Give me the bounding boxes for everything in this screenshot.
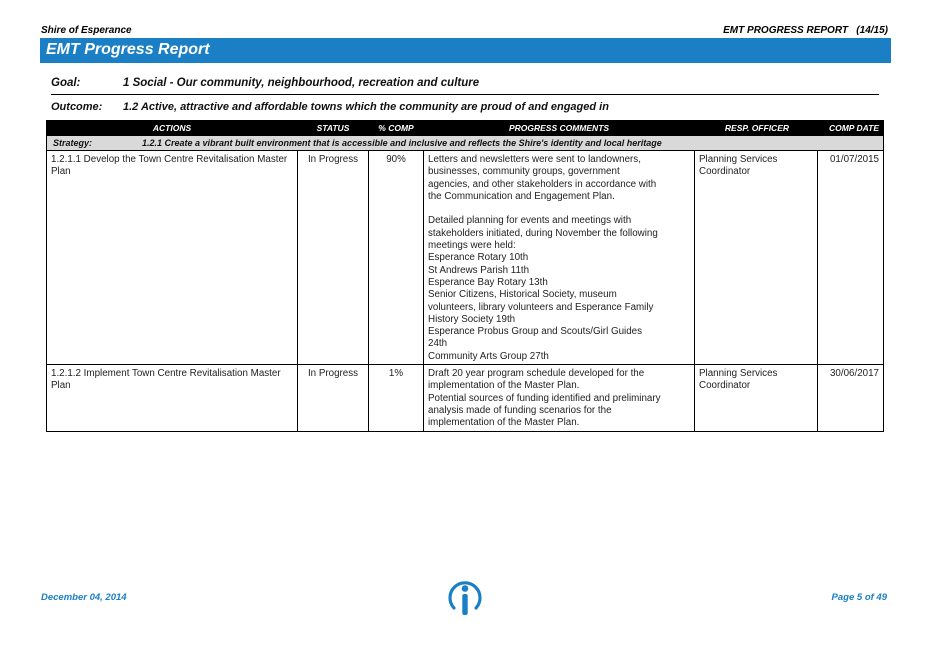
progress-table	[46, 120, 884, 432]
comment-line: Esperance Rotary 10th	[428, 252, 529, 264]
comp-cell: 1%	[369, 365, 424, 431]
comment-line: Senior Citizens, Historical Society, museum	[428, 289, 617, 301]
comment-line: Detailed planning for events and meetings with	[428, 215, 632, 227]
col-status: STATUS	[298, 121, 369, 136]
outcome-text: 1.2 Active, attractive and affordable towns which the community are proud of and engaged in	[123, 101, 609, 113]
col-date: COMP DATE	[818, 121, 884, 136]
col-officer: RESP. OFFICER	[695, 121, 818, 136]
comment-spacer	[428, 203, 690, 215]
footer-page-number: Page 5 of 49	[831, 592, 887, 603]
strategy-label: Strategy:	[53, 138, 93, 148]
table-row	[47, 365, 884, 431]
comment-line: 24th	[428, 338, 448, 350]
goal-text: 1 Social - Our community, neighbourhood, recreation and culture	[123, 77, 480, 89]
strategy-text: 1.2.1 Create a vibrant built environment that is accessible and inclusive and reflects the Shire's identity and local heritage	[142, 138, 662, 148]
date-cell: 30/06/2017	[818, 365, 884, 431]
info-i-logo-icon	[443, 578, 487, 618]
comment-line: Community Arts Group 27th	[428, 350, 549, 362]
action-cell: 1.2.1.2 Implement Town Centre Revitalisation Master Plan	[47, 365, 298, 431]
comment-line: agencies, and other stakeholders in accordance with	[428, 178, 657, 190]
comment-line: the Communication and Engagement Plan.	[428, 190, 615, 202]
organisation-name: Shire of Esperance	[41, 25, 132, 36]
comment-line: implementation of the Master Plan.	[428, 380, 580, 392]
comment-line: stakeholders initiated, during November the following	[428, 227, 658, 239]
strategy-cell	[47, 136, 884, 151]
action-cell: 1.2.1.1 Develop the Town Centre Revitalisation Master Plan	[47, 151, 298, 365]
comp-cell: 90%	[369, 151, 424, 365]
comment-line: volunteers, library volunteers and Esperance Family	[428, 301, 654, 313]
page-title: EMT Progress Report	[46, 41, 210, 58]
table-row	[47, 151, 884, 365]
comments-cell	[424, 151, 695, 365]
comment-line: Esperance Probus Group and Scouts/Girl Guides	[428, 326, 643, 338]
outcome-label: Outcome:	[51, 101, 103, 113]
title-bar	[40, 38, 891, 63]
goal-label: Goal:	[51, 77, 81, 89]
comment-line: Letters and newsletters were sent to landowners,	[428, 154, 641, 165]
col-comments: PROGRESS COMMENTS	[424, 121, 695, 136]
comment-line: meetings were held:	[428, 240, 516, 252]
date-cell: 01/07/2015	[818, 151, 884, 365]
comment-line: Esperance Bay Rotary 13th	[428, 276, 548, 288]
comment-line: analysis made of funding scenarios for the	[428, 404, 612, 416]
comment-line: St Andrews Parish 11th	[428, 264, 530, 276]
comment-line: businesses, community groups, government	[428, 166, 620, 178]
footer-date: December 04, 2014	[41, 592, 127, 603]
col-comp: % COMP	[369, 121, 424, 136]
officer-cell: Planning Services Coordinator	[695, 151, 818, 365]
goal-row	[51, 77, 879, 95]
comments-cell	[424, 365, 695, 431]
strategy-row	[47, 136, 884, 151]
table-header-row	[47, 121, 884, 136]
comment-line: Draft 20 year program schedule developed for the	[428, 368, 645, 380]
status-cell: In Progress	[298, 365, 369, 431]
report-label: EMT PROGRESS REPORT (14/15)	[723, 25, 888, 36]
comment-line: implementation of the Master Plan.	[428, 417, 580, 429]
comment-line: Potential sources of funding identified and preliminary	[428, 392, 661, 404]
comment-line: History Society 19th	[428, 313, 516, 325]
status-cell: In Progress	[298, 151, 369, 365]
officer-cell: Planning Services Coordinator	[695, 365, 818, 431]
col-actions: ACTIONS	[47, 121, 298, 136]
